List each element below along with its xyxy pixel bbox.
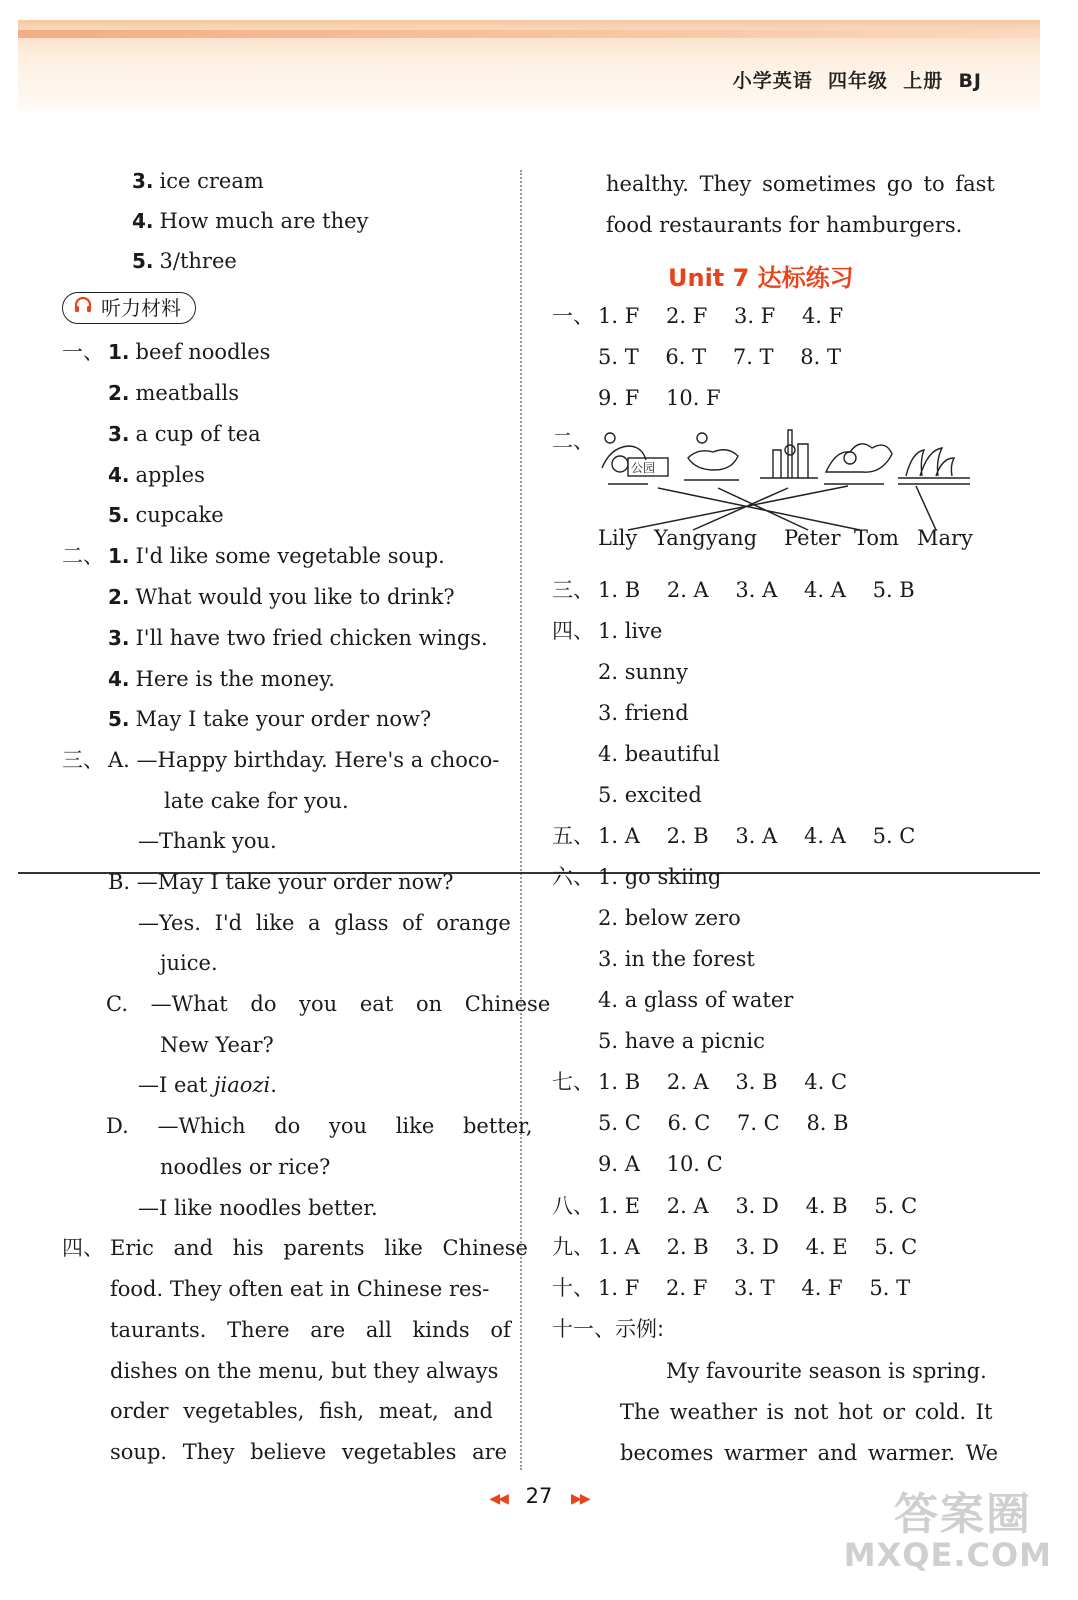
list-item: 4. apples: [108, 463, 205, 487]
name-label: Lily: [598, 526, 638, 550]
answer-item: 3. friend: [598, 701, 689, 725]
list-item: 4. How much are they: [132, 209, 369, 233]
answer-item: 5. excited: [598, 783, 702, 807]
list-item: 1. I'd like some vegetable soup.: [108, 544, 445, 568]
dialogue-line: A. —Happy birthday. Here's a choco-: [108, 748, 500, 772]
section-label: 七、: [552, 1070, 594, 1094]
dialogue-line: late cake for you.: [164, 789, 349, 813]
city-picture: [760, 430, 818, 478]
park-picture: [602, 433, 668, 484]
list-item: 2. What would you like to drink?: [108, 585, 455, 609]
list-item: 1. beef noodles: [108, 340, 271, 364]
section-label: 二、: [62, 544, 104, 568]
section-label: 三、: [62, 748, 104, 772]
passage-line: soup. They believe vegetables are: [110, 1440, 508, 1464]
column-divider: [520, 170, 522, 1470]
answer-item: 1. go skiing: [598, 865, 722, 889]
list-item: 2. meatballs: [108, 381, 239, 405]
answer-item: 2. sunny: [598, 660, 688, 684]
essay-line: becomes warmer and warmer. We: [620, 1441, 999, 1465]
answer-item: 3. in the forest: [598, 947, 755, 971]
dialogue-line: juice.: [160, 951, 218, 975]
list-item: 3. ice cream: [132, 169, 264, 193]
badge-label: 听力材料: [101, 296, 181, 320]
answer-row: 1. F 2. F 3. F 4. F: [598, 304, 844, 328]
answer-item: 5. have a picnic: [598, 1029, 765, 1053]
dialogue-line: C. —What do you eat on Chinese: [106, 992, 551, 1016]
passage-line: healthy. They sometimes go to fast: [606, 172, 995, 196]
essay-line: My favourite season is spring.: [666, 1359, 987, 1383]
section-label: 八、: [552, 1194, 594, 1218]
name-label: Mary: [917, 526, 973, 550]
dialogue-line: D. —Which do you like better,: [106, 1114, 533, 1138]
answer-row: 1. A 2. B 3. A 4. A 5. C: [598, 824, 916, 848]
answer-row: 1. F 2. F 3. T 4. F 5. T: [598, 1276, 911, 1300]
dialogue-line: —Thank you.: [138, 829, 277, 853]
answer-row: 9. F 10. F: [598, 386, 721, 410]
answer-item: 4. beautiful: [598, 742, 720, 766]
passage-line: food. They often eat in Chinese res-: [110, 1277, 490, 1301]
dialogue-line: —I eat jiaozi.: [138, 1073, 277, 1097]
name-label: Peter: [784, 526, 841, 550]
dialogue-line: New Year?: [160, 1033, 274, 1057]
section-label: 五、: [552, 824, 594, 848]
section-label: 一、: [62, 340, 104, 364]
section-label: 四、: [62, 1236, 104, 1260]
answer-row: 5. C 6. C 7. C 8. B: [598, 1111, 849, 1135]
park-sign: 公园: [631, 461, 656, 475]
list-item: 5. 3/three: [132, 249, 237, 273]
prev-arrows-icon: ◀◀: [489, 1491, 507, 1507]
dialogue-line: B. —May I take your order now?: [108, 870, 454, 894]
passage-line: Eric and his parents like Chinese: [110, 1236, 528, 1260]
section-label: 十一、示例:: [552, 1317, 665, 1341]
passage-line: food restaurants for hamburgers.: [606, 213, 963, 237]
section-label: 二、: [552, 429, 594, 453]
passage-line: order vegetables, fish, meat, and: [110, 1399, 493, 1423]
answer-row: 9. A 10. C: [598, 1152, 723, 1176]
header-stripe: [18, 30, 1040, 38]
essay-line: The weather is not hot or cold. It: [620, 1400, 993, 1424]
watermark-text: 答案圈: [894, 1489, 1032, 1540]
passage-line: dishes on the menu, but they always: [110, 1359, 499, 1383]
answer-item: 1. live: [598, 619, 663, 643]
answer-row: 5. T 6. T 7. T 8. T: [598, 345, 841, 369]
answer-item: 2. below zero: [598, 906, 741, 930]
answer-row: 1. B 2. A 3. A 4. A 5. B: [598, 578, 915, 602]
section-label: 六、: [552, 865, 594, 889]
section-label: 一、: [552, 304, 594, 328]
answer-row: 1. B 2. A 3. B 4. C: [598, 1070, 848, 1094]
section-label: 九、: [552, 1235, 594, 1259]
page-number: 27: [525, 1484, 553, 1508]
listening-material-badge: [62, 292, 196, 324]
list-item: 4. Here is the money.: [108, 667, 335, 691]
farm-picture: [684, 433, 739, 480]
answer-row: 1. E 2. A 3. D 4. B 5. C: [598, 1194, 918, 1218]
list-item: 3. a cup of tea: [108, 422, 261, 446]
list-item: 3. I'll have two fried chicken wings.: [108, 626, 488, 650]
watermark-url: MXQE.COM: [843, 1536, 1052, 1574]
name-label: Yangyang: [654, 526, 758, 550]
section-label: 十、: [552, 1276, 594, 1300]
answer-item: 4. a glass of water: [598, 988, 794, 1012]
dialogue-line: —Yes. I'd like a glass of orange: [138, 911, 511, 935]
next-arrows-icon: ▶▶: [571, 1491, 589, 1507]
watermark: [843, 1478, 1060, 1588]
dialogue-line: noodles or rice?: [160, 1155, 331, 1179]
list-item: 5. May I take your order now?: [108, 707, 432, 731]
header-band: [18, 20, 1040, 110]
name-label: Tom: [854, 526, 899, 550]
answer-row: 1. A 2. B 3. D 4. E 5. C: [598, 1235, 918, 1259]
book-title: 小学英语 四年级 上册 BJ: [732, 70, 982, 92]
dialogue-line: —I like noodles better.: [138, 1196, 378, 1220]
passage-line: taurants. There are all kinds of: [110, 1318, 511, 1342]
headphones-icon: [73, 293, 93, 323]
list-item: 5. cupcake: [108, 503, 224, 527]
section-label: 四、: [552, 619, 594, 643]
unit-heading: Unit 7 达标练习: [668, 264, 854, 292]
section-label: 三、: [552, 578, 594, 602]
